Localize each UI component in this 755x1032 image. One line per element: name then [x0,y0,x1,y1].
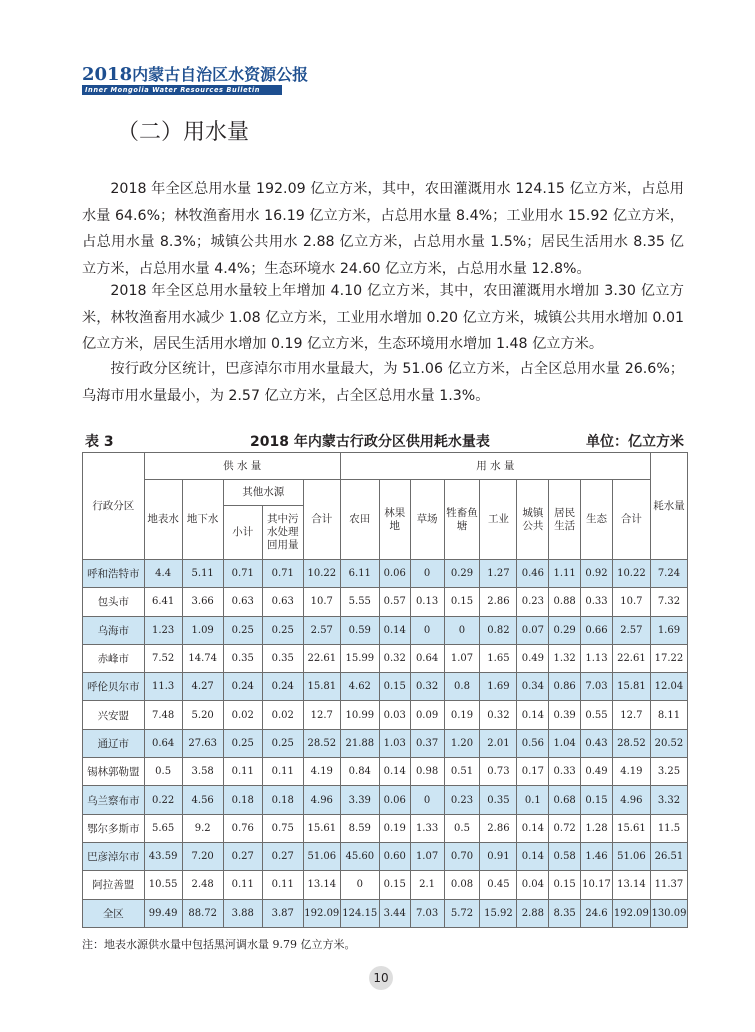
region-name: 鄂尔多斯市 [83,814,145,842]
table-cell: 1.09 [182,616,223,644]
table-row [83,729,688,757]
table-cell: 0.14 [517,814,549,842]
table-cell: 10.17 [581,871,613,899]
table-cell: 7.20 [182,842,223,870]
table-cell: 0 [410,616,444,644]
table-cell: 17.22 [650,644,687,672]
table-row [83,644,688,672]
table-cell: 7.52 [144,644,182,672]
table-cell: 1.65 [480,644,517,672]
table-cell: 3.44 [379,899,410,927]
table-cell: 0.91 [480,842,517,870]
table-cell: 0.98 [410,758,444,786]
table-cell: 0.14 [379,616,410,644]
table-cell: 4.19 [303,758,340,786]
header-other-subtotal: 小计 [223,506,262,560]
paragraph: 按行政分区统计，巴彦淖尔市用水量最大，为 51.06 亿立方米，占全区总用水量 26.6%；乌海市用水量最小，为 2.57 亿立方米，占全区总用水量 1.3%。 [82,361,684,404]
table-cell: 3.39 [340,786,379,814]
bulletin-title: 2018内蒙古自治区水资源公报 [82,64,309,85]
table-cell: 0.22 [144,786,182,814]
table-cell: 0.32 [480,701,517,729]
table-cell: 7.03 [410,899,444,927]
table-cell: 4.62 [340,673,379,701]
table-cell: 8.11 [650,701,687,729]
table-cell: 192.09 [303,899,340,927]
table-label: 表 3 [85,434,114,450]
table-row [83,673,688,701]
table-cell: 0.84 [340,758,379,786]
region-name: 呼和浩特市 [83,560,145,588]
table-cell: 0.82 [480,616,517,644]
table-cell: 0.02 [223,701,262,729]
table-cell: 1.32 [549,644,581,672]
table-cell: 1.46 [581,842,613,870]
table-cell: 15.99 [340,644,379,672]
table-cell: 1.69 [650,616,687,644]
region-name: 乌兰察布市 [83,786,145,814]
region-name: 呼伦贝尔市 [83,673,145,701]
header-use: 用 水 量 [340,453,650,480]
table-cell: 51.06 [612,842,650,870]
region-name: 通辽市 [83,729,145,757]
table-cell: 7.24 [650,560,687,588]
table-unit: 单位：亿立方米 [586,434,684,450]
table-cell: 0.18 [223,786,262,814]
table-cell: 124.15 [340,899,379,927]
table-cell: 10.22 [612,560,650,588]
table-cell: 0.59 [340,616,379,644]
table-title: 2018 年内蒙古行政分区供用耗水量表 [250,434,490,450]
table-cell: 5.20 [182,701,223,729]
table-cell: 2.86 [480,588,517,616]
table-cell: 3.88 [223,899,262,927]
header-other: 其他水源 [223,480,303,506]
header-urban-public: 城镇公共 [517,480,549,560]
table-cell: 0.49 [517,644,549,672]
table-cell: 3.32 [650,786,687,814]
table-cell: 2.01 [480,729,517,757]
table-cell: 21.88 [340,729,379,757]
table-cell: 8.35 [549,899,581,927]
table-cell: 0.25 [262,729,303,757]
table-cell: 0.15 [549,871,581,899]
table-cell: 0.07 [517,616,549,644]
table-cell: 0.35 [262,644,303,672]
table-cell: 43.59 [144,842,182,870]
table-cell: 0.64 [410,644,444,672]
table-cell: 0.27 [223,842,262,870]
header-other-sewage: 其中污水处理回用量 [262,506,303,560]
table-cell: 0.86 [549,673,581,701]
table-cell: 0.66 [581,616,613,644]
table-cell: 0.35 [480,786,517,814]
table-row [83,899,688,927]
table-cell: 0.63 [262,588,303,616]
header-surface: 地表水 [144,480,182,560]
table-cell: 0.11 [223,758,262,786]
table-cell: 0.57 [379,588,410,616]
table-cell: 0.75 [262,814,303,842]
table-cell: 22.61 [612,644,650,672]
table-cell: 15.92 [480,899,517,927]
table-cell: 0.72 [549,814,581,842]
table-cell: 0.56 [517,729,549,757]
table-cell: 1.13 [581,644,613,672]
table-cell: 5.55 [340,588,379,616]
table-row [83,814,688,842]
table-cell: 9.2 [182,814,223,842]
table-cell: 0.19 [444,701,480,729]
table-cell: 4.4 [144,560,182,588]
table-cell: 0.88 [549,588,581,616]
header-industry: 工业 [480,480,517,560]
table-cell: 0.71 [262,560,303,588]
table-cell: 51.06 [303,842,340,870]
table-cell: 15.81 [612,673,650,701]
table-cell: 5.72 [444,899,480,927]
table-cell: 0.76 [223,814,262,842]
table-cell: 2.86 [480,814,517,842]
table-cell: 99.49 [144,899,182,927]
table-cell: 12.04 [650,673,687,701]
table-caption [82,432,684,452]
table-cell: 7.48 [144,701,182,729]
table-cell: 0 [410,786,444,814]
table-cell: 0.06 [379,560,410,588]
table-cell: 1.69 [480,673,517,701]
table-cell: 0.5 [144,758,182,786]
table-cell: 0 [410,560,444,588]
header-ecology: 生态 [581,480,613,560]
table-cell: 3.58 [182,758,223,786]
table-cell: 0.15 [379,871,410,899]
table-cell: 4.19 [612,758,650,786]
paragraph: 2018 年全区总用水量较上年增加 4.10 亿立方米，其中，农田灌溉用水增加 3.30 亿立方米，林牧渔畜用水减少 1.08 亿立方米，工业用水增加 0.20 亿立方米，城镇公共用水增加 0.01 亿立方米，居民生活用水增加 0.19 亿立方米，生态环境用水增加 1.48 亿立方米。 [82,283,684,353]
table-cell: 0.18 [262,786,303,814]
table-cell: 0.25 [262,616,303,644]
table-cell: 0.29 [549,616,581,644]
table-row [83,588,688,616]
table-cell: 6.11 [340,560,379,588]
table-cell: 2.57 [303,616,340,644]
table-cell: 0.34 [517,673,549,701]
table-cell: 1.23 [144,616,182,644]
table-cell: 4.56 [182,786,223,814]
region-name: 巴彦淖尔市 [83,842,145,870]
table-cell: 1.07 [444,644,480,672]
table-cell: 0.58 [549,842,581,870]
table-cell: 192.09 [612,899,650,927]
table-cell: 0.92 [581,560,613,588]
region-name: 兴安盟 [83,701,145,729]
table-cell: 0.25 [223,616,262,644]
table-cell: 0.08 [444,871,480,899]
table-cell: 0.73 [480,758,517,786]
table-cell: 0.24 [223,673,262,701]
table-cell: 0.35 [223,644,262,672]
table-cell: 0.60 [379,842,410,870]
table-cell: 0.14 [379,758,410,786]
region-name: 赤峰市 [83,644,145,672]
table-cell: 0.03 [379,701,410,729]
table-cell: 0.14 [517,842,549,870]
table-cell: 4.27 [182,673,223,701]
table-cell: 0.17 [517,758,549,786]
table-cell: 0.51 [444,758,480,786]
table-cell: 0.63 [223,588,262,616]
table-cell: 0.15 [581,786,613,814]
table-cell: 0.09 [410,701,444,729]
header-supply: 供 水 量 [144,453,340,480]
table-cell: 0.27 [262,842,303,870]
table-row [83,701,688,729]
table-cell: 7.32 [650,588,687,616]
table-row [83,871,688,899]
region-name: 包头市 [83,588,145,616]
table-cell: 3.87 [262,899,303,927]
table-cell: 130.09 [650,899,687,927]
table-cell: 11.5 [650,814,687,842]
table-cell: 0.64 [144,729,182,757]
table-cell: 1.28 [581,814,613,842]
table-cell: 15.61 [612,814,650,842]
table-cell: 0.71 [223,560,262,588]
table-cell: 0.70 [444,842,480,870]
table-cell: 10.99 [340,701,379,729]
table-cell: 0.25 [223,729,262,757]
table-cell: 0.1 [517,786,549,814]
header-supply-total: 合计 [303,480,340,560]
table-cell: 5.65 [144,814,182,842]
table-cell: 0.33 [549,758,581,786]
table-cell: 15.81 [303,673,340,701]
table-cell: 13.14 [612,871,650,899]
table-row [83,842,688,870]
table-cell: 10.22 [303,560,340,588]
table-cell: 0.5 [444,814,480,842]
table-cell: 26.51 [650,842,687,870]
table-cell: 8.59 [340,814,379,842]
section-title: （二）用水量 [117,120,250,145]
table-cell: 1.07 [410,842,444,870]
table-cell: 1.04 [549,729,581,757]
table-cell: 0 [444,616,480,644]
table-cell: 88.72 [182,899,223,927]
table-cell: 0.49 [581,758,613,786]
table-cell: 2.57 [612,616,650,644]
table-cell: 0.24 [262,673,303,701]
table-cell: 2.88 [517,899,549,927]
table-note: 注：地表水源供水量中包括黑河调水量 9.79 亿立方米。 [82,938,356,951]
header-ground: 地下水 [182,480,223,560]
table-cell: 10.55 [144,871,182,899]
header-region: 行政分区 [83,453,145,560]
table-cell: 0.14 [517,701,549,729]
table-cell: 10.7 [612,588,650,616]
table-cell: 0.29 [444,560,480,588]
table-row [83,616,688,644]
table-cell: 0.11 [262,871,303,899]
table-cell: 0.06 [379,786,410,814]
region-name: 锡林郭勒盟 [83,758,145,786]
table-cell: 0.33 [581,588,613,616]
table-cell: 27.63 [182,729,223,757]
table-cell: 4.96 [303,786,340,814]
table-cell: 6.41 [144,588,182,616]
table-cell: 0.45 [480,871,517,899]
table-cell: 0.32 [410,673,444,701]
table-cell: 0.15 [379,673,410,701]
table-cell: 0 [340,871,379,899]
table-cell: 10.7 [303,588,340,616]
table-cell: 0.23 [517,588,549,616]
table-cell: 0.43 [581,729,613,757]
table-cell: 13.14 [303,871,340,899]
table-cell: 1.11 [549,560,581,588]
table-row [83,758,688,786]
table-cell: 45.60 [340,842,379,870]
table-cell: 0.55 [581,701,613,729]
table-cell: 3.66 [182,588,223,616]
table-cell: 0.11 [262,758,303,786]
table-cell: 20.52 [650,729,687,757]
bulletin-subtitle: Inner Mongolia Water Resources Bulletin [82,85,282,95]
table-cell: 0.39 [549,701,581,729]
page-number: 10 [369,966,393,990]
table-cell: 0.23 [444,786,480,814]
header-consumption: 耗水量 [650,453,687,560]
table-cell: 0.15 [444,588,480,616]
table-cell: 5.11 [182,560,223,588]
table-cell: 11.3 [144,673,182,701]
table-cell: 0.8 [444,673,480,701]
table-cell: 11.37 [650,871,687,899]
table-cell: 0.11 [223,871,262,899]
table-cell: 24.6 [581,899,613,927]
table-cell: 4.96 [612,786,650,814]
table-cell: 0.32 [379,644,410,672]
table-cell: 2.48 [182,871,223,899]
table-cell: 14.74 [182,644,223,672]
table-cell: 28.52 [303,729,340,757]
table-cell: 0.46 [517,560,549,588]
table-cell: 1.20 [444,729,480,757]
table-cell: 3.25 [650,758,687,786]
region-name: 乌海市 [83,616,145,644]
table-cell: 22.61 [303,644,340,672]
table-cell: 2.1 [410,871,444,899]
region-name: 全区 [83,899,145,927]
table-cell: 15.61 [303,814,340,842]
table-row [83,560,688,588]
header-forest: 林果地 [379,480,410,560]
header-grass: 草场 [410,480,444,560]
table-cell: 28.52 [612,729,650,757]
water-table [82,452,688,928]
table-cell: 12.7 [612,701,650,729]
table-cell: 0.13 [410,588,444,616]
table-cell: 1.27 [480,560,517,588]
table-cell: 0.37 [410,729,444,757]
table-cell: 0.04 [517,871,549,899]
table-cell: 0.68 [549,786,581,814]
header-farmland: 农田 [340,480,379,560]
table-cell: 12.7 [303,701,340,729]
table-cell: 1.33 [410,814,444,842]
bulletin-header [82,64,309,95]
header-livestock: 牲畜鱼塘 [444,480,480,560]
header-use-total: 合计 [612,480,650,560]
paragraph: 2018 年全区总用水量 192.09 亿立方米，其中，农田灌溉用水 124.15 亿立方米，占总用水量 64.6%；林牧渔畜用水 16.19 亿立方米，占总用水量 8.4%；工业用水 15.92 亿立方米，占总用水量 8.3%；城镇公共用水 2.88 亿立方米，占总用水量 1.5%；居民生活用水 8.35 亿立方米，占总用水量 4.4%；生态环境水 24.60 亿立方米，占总用水量 12.8%。 [82,181,684,277]
region-name: 阿拉善盟 [83,871,145,899]
table-cell: 7.03 [581,673,613,701]
table-cell: 0.19 [379,814,410,842]
header-residential: 居民生活 [549,480,581,560]
table-row [83,786,688,814]
table-cell: 1.03 [379,729,410,757]
table-cell: 0.02 [262,701,303,729]
